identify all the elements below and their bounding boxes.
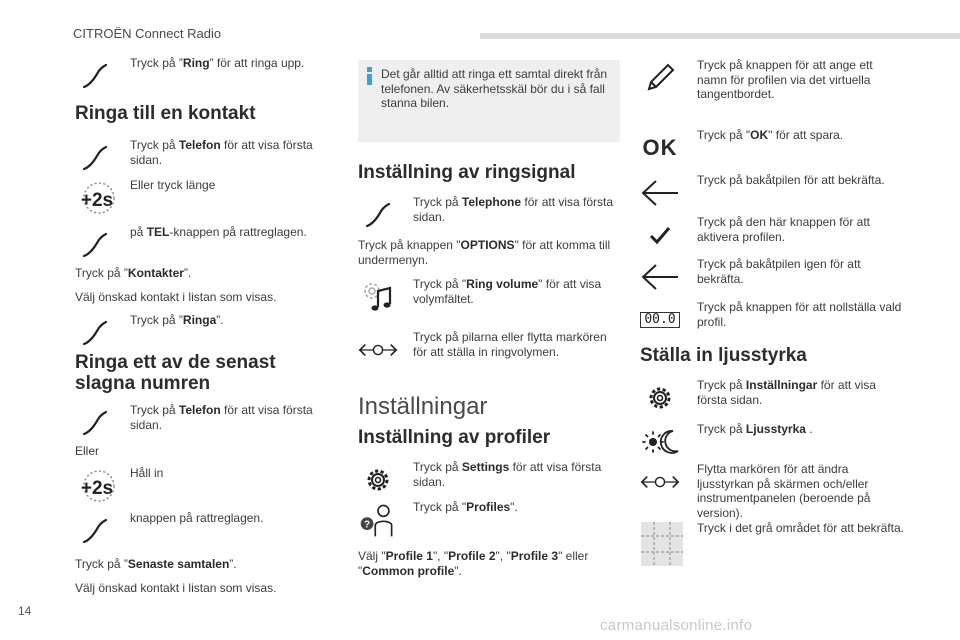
header-rule [480,33,960,39]
para-select-contact-2: Välj önskad kontakt i listan som visas. [75,581,277,595]
long-press-icon [75,178,119,218]
para-select-contact: Välj önskad kontakt i listan som visas. [75,290,277,304]
ringtone-settings-icon [358,277,398,317]
tap-icon [75,313,115,353]
page-header-title: CITROËN Connect Radio [73,26,222,41]
slider-arrows-icon [358,330,398,370]
reset-value-icon: 00.0 [640,300,680,340]
tap-icon [75,511,115,551]
long-press-icon [75,466,119,506]
para-eller: Eller [75,444,100,458]
tap-icon [358,195,398,235]
info-box: Det går alltid att ringa ett samtal direkt från telefonen. Av säkerhetsskäl bör du i så fall stanna bilen. [358,60,620,142]
para-options: Tryck på knappen "OPTIONS" för att komma till undermenyn. [358,238,611,267]
heading-profiles: Inställning av profiler [358,427,551,448]
heading-settings: Inställningar [358,393,488,420]
check-icon [640,215,680,255]
heading-brightness: Ställa in ljusstyrka [640,345,807,366]
svg-text:+2s: +2s [80,190,114,211]
heading-recent-calls: Ringa ett av de senast slagna numren [75,352,276,394]
gear-icon [358,460,398,500]
back-arrow-icon [640,257,680,297]
slider-arrows-icon [640,462,680,502]
para-select-profile: Välj "Profile 1", "Profile 2", "Profile 3" eller "Common profile". [358,549,589,578]
profile-help-icon [358,500,398,540]
tap-icon [75,138,115,178]
svg-text:+2s: +2s [80,478,114,499]
grey-area-icon [640,521,684,567]
tap-icon [75,225,115,265]
para-kontakter: Tryck på ”Kontakter”. [75,266,192,280]
brightness-icon [640,422,680,462]
tap-icon [75,56,115,96]
watermark: carmanualsonline.info [600,617,753,634]
heading-ringtone: Inställning av ringsignal [358,162,576,183]
heading-ring-contact: Ringa till en kontakt [75,103,256,124]
pencil-icon [640,58,680,98]
svg-text:?: ? [364,519,371,531]
tap-icon [75,403,115,443]
ok-icon: OK [642,134,678,160]
info-icon [367,67,372,85]
para-recent-calls: Tryck på ”Senaste samtalen”. [75,557,237,571]
gear-icon [640,378,680,418]
back-arrow-icon [640,173,680,213]
page-number: 14 [18,604,32,618]
